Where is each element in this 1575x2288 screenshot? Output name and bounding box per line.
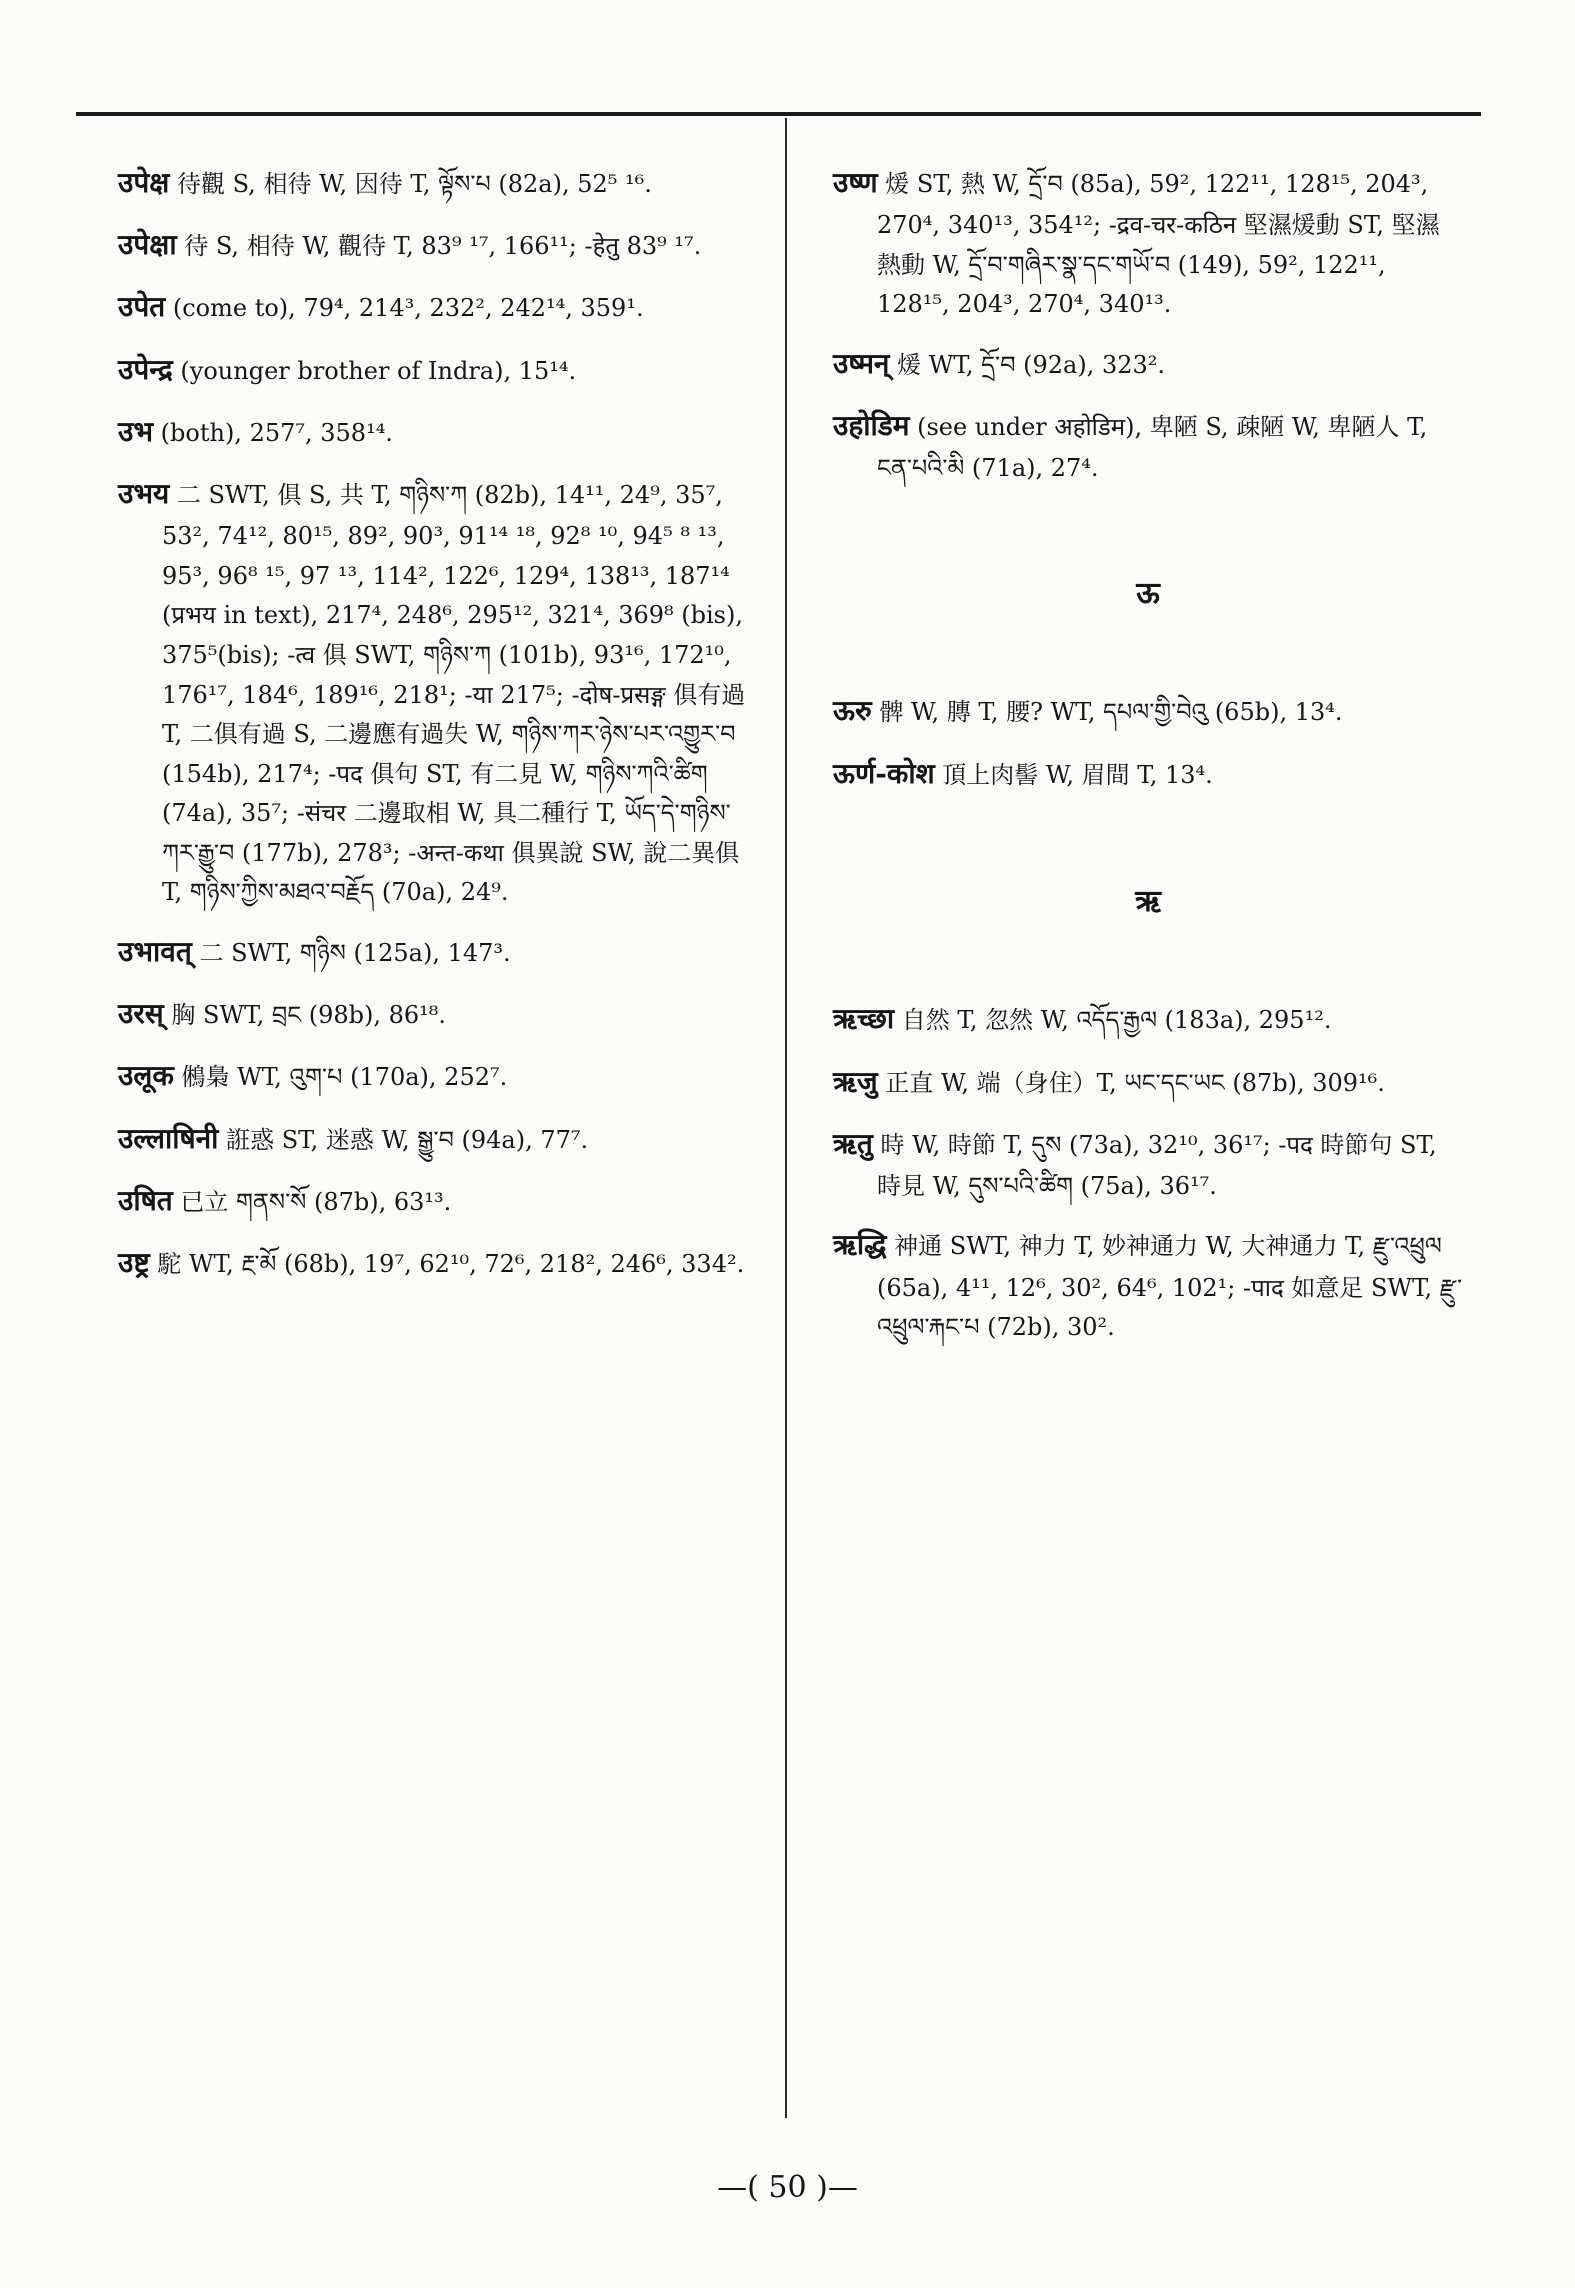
dictionary-entry (118, 929, 748, 975)
dictionary-entry (118, 222, 748, 268)
headword: उरस् (118, 997, 164, 1031)
dictionary-entry (118, 991, 748, 1037)
entry-definition: 神通 SWT, 神力 T, 妙神通力 W, 大神通力 T, རྫུ་འཕྲུལ (65a), 4¹¹, 12⁶, 30², 64⁶, 102¹; -पाद 如意足 SWT, རྫུ་འཕྲུལ་རྐང་པ (72b), 30². (877, 1232, 1463, 1342)
entry-definition: 鵂梟 WT, འུག་པ (170a), 252⁷. (181, 1063, 508, 1092)
headword: उष्मन् (833, 346, 890, 380)
top-rule (76, 112, 1481, 116)
entry-definition: 自然 T, 忽然 W, འདོད་རྒྱལ (183a), 295¹². (901, 1006, 1332, 1035)
dictionary-entry (118, 1053, 748, 1099)
entry-definition: 待 S, 相待 W, 觀待 T, 83⁹ ¹⁷, 166¹¹; -हेतु 83⁹ ¹⁷. (184, 232, 702, 261)
headword: ऊरु (833, 694, 872, 728)
section-heading: ऊ (1136, 575, 1160, 611)
dictionary-entry (118, 1240, 748, 1286)
dictionary-entry (118, 1116, 748, 1162)
headword: ऋच्छा (833, 1002, 895, 1036)
headword: उलूक (118, 1059, 174, 1093)
dictionary-entry (118, 160, 748, 206)
headword: उष्ट्र (118, 1246, 150, 1279)
dictionary-entry (833, 688, 1463, 734)
headword: उपेक्षा (118, 228, 177, 262)
entry-definition: (see under अहोडिम), 卑陋 S, 疎陋 W, 卑陋人 T, ངན་པའི་མི (71a), 27⁴. (877, 413, 1428, 483)
entry-definition: 髀 W, 膞 T, 腰? WT, དཔལ་གྱི་བེའུ (65b), 13⁴. (879, 698, 1343, 727)
entry-definition: 已立 གནས་སོ (87b), 63¹³. (180, 1187, 452, 1216)
headword: उषित (118, 1183, 173, 1217)
entry-definition: 正直 W, 端（身住）T, ཡང་དང་ཡང (87b), 309¹⁶. (885, 1068, 1385, 1097)
dictionary-entry (833, 1121, 1463, 1207)
headword: ऋजु (833, 1064, 878, 1098)
entry-definition: 煖 ST, 熱 W, དྲོ་བ (85a), 59², 122¹¹, 128¹⁵, 204³, 270⁴, 340¹³, 354¹²; -द्रव-चर-कठिन 堅濕煖動 ST, 堅濕熱動 W, དྲོ་བ་གཞིར་སྣ་དང་གཡོ་བ (149), 59², 122¹¹, 128¹⁵, 204³, 270⁴, 340¹³. (877, 170, 1440, 319)
page-number: —( 50 )— (717, 2170, 858, 2205)
entry-definition: 二 SWT, 俱 S, 共 T, གཉིས་ཀ (82b), 14¹¹, 24⁹, 35⁷, 53², 74¹², 80¹⁵, 89², 90³, 91¹⁴ ¹⁸, 92⁸ ¹⁰, 94⁵ ⁸ ¹³, 95³, 96⁸ ¹⁵, 97 ¹³, 114², 122⁶, 129⁴, 138¹³, 187¹⁴ (प्रभय in text), 217⁴, 248⁶, 295¹², 321⁴, 369⁸ (bis), 375⁵(bis); -त्व 俱 SWT, གཉིས་ཀ (101b), 93¹⁶, 172¹⁰, 176¹⁷, 184⁶, 189¹⁶, 218¹; -या 217⁵; -दोष-प्रसङ्ग 俱有過 T, 二俱有過 S, 二邊應有過失 W, གཉིས་ཀར་ཉེས་པར་འགྱུར་བ (154b), 217⁴; -पद 俱句 ST, 有二見 W, གཉིས་ཀའི་ཚིག (74a), 35⁷; -संचर 二邊取相 W, 具二種行 T, ཡོད་དེ་གཉིས་ཀར་རྒྱུ་བ (177b), 278³; -अन्त-कथा 俱異說 SW, 說二異俱 T, གཉིས་ཀྱིས་མཐའ་བརྗོད (70a), 24⁹. (162, 480, 746, 907)
headword: ऋद्धि (833, 1228, 887, 1262)
entry-definition: 二 SWT, གཉིས (125a), 147³. (199, 939, 511, 968)
dictionary-entry (833, 751, 1463, 797)
headword: उपेत (118, 290, 166, 324)
entry-definition: (younger brother of Indra), 15¹⁴. (180, 356, 577, 385)
dictionary-entry (118, 409, 748, 455)
headword: उहोडिम (833, 409, 910, 443)
headword: उभ (118, 414, 154, 448)
dictionary-entry (118, 347, 748, 393)
left-column (118, 160, 748, 1302)
column-divider (785, 118, 787, 2118)
dictionary-entry (833, 1222, 1463, 1347)
headword: उभावत् (118, 935, 192, 969)
entry-definition: (come to), 79⁴, 214³, 232², 242¹⁴, 359¹. (172, 294, 644, 323)
entry-definition: 待觀 S, 相待 W, 因待 T, ལྟོས་པ (82a), 52⁵ ¹⁶. (176, 170, 652, 198)
headword: उल्लाषिनी (118, 1121, 219, 1155)
right-column (833, 160, 1463, 1364)
entry-definition: 頂上肉髻 W, 眉間 T, 13⁴. (942, 760, 1213, 789)
headword: ऋतु (833, 1126, 873, 1160)
entry-definition: (both), 257⁷, 358¹⁴. (160, 418, 393, 447)
dictionary-entry (833, 996, 1463, 1042)
dictionary-entry (833, 160, 1463, 325)
dictionary-entry (118, 471, 748, 913)
entry-definition: 煖 WT, དྲོ་བ (92a), 323². (897, 350, 1165, 379)
headword: उपेन्द्र (118, 352, 173, 386)
dictionary-entry (833, 1059, 1463, 1105)
dictionary-entry (833, 403, 1463, 489)
headword: उष्ण (833, 166, 878, 199)
headword: ऊर्ण-कोश (833, 756, 935, 790)
entry-definition: 駝 WT, རྔ་མོ (68b), 19⁷, 62¹⁰, 72⁶, 218², 246⁶, 334². (157, 1250, 745, 1278)
headword: उपेक्ष (118, 166, 170, 199)
entry-definition: 誑惑 ST, 迷惑 W, སྒྱུ་བ (94a), 77⁷. (226, 1125, 589, 1154)
dictionary-entry (118, 1178, 748, 1224)
section-heading: ऋ (1135, 883, 1161, 919)
dictionary-entry (118, 284, 748, 330)
headword: उभय (118, 476, 170, 510)
dictionary-entry (833, 341, 1463, 387)
entry-definition: 胸 SWT, བྲང (98b), 86¹⁸. (171, 1001, 447, 1030)
entry-definition: 時 W, 時節 T, དུས (73a), 32¹⁰, 36¹⁷; -पद 時節句 ST, 時見 W, དུས་པའི་ཚིག (75a), 36¹⁷. (877, 1130, 1437, 1200)
